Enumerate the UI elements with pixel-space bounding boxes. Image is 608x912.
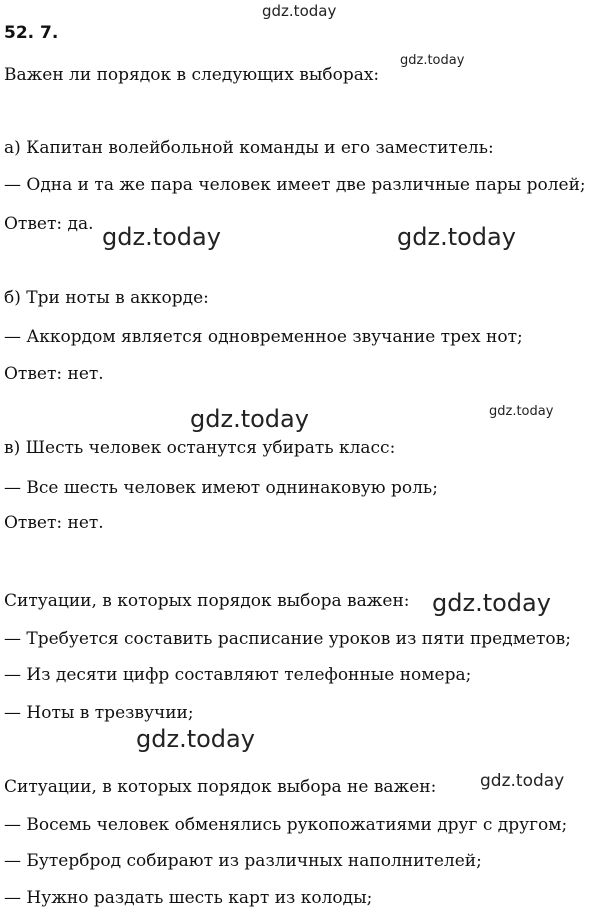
watermark-small-2: gdz.today	[489, 404, 554, 419]
question-text: Важен ли порядок в следующих выборах:	[4, 65, 380, 85]
part-a-reason: — Одна и та же пара человек имеет две различные пары ролей;	[4, 175, 586, 195]
unordered-heading: Ситуации, в которых порядок выбора не важен:	[4, 777, 437, 797]
watermark-small-1: gdz.today	[400, 53, 465, 68]
unordered-item: — Нужно раздать шесть карт из колоды;	[4, 888, 373, 908]
watermark-large-2: gdz.today	[397, 223, 516, 251]
part-a-heading: а) Капитан волейбольной команды и его заместитель:	[4, 138, 494, 158]
part-b-reason: — Аккордом является одновременное звучание трех нот;	[4, 327, 523, 347]
watermark-medium: gdz.today	[480, 771, 565, 791]
watermark-large-3: gdz.today	[190, 405, 309, 433]
ordered-item: — Из десяти цифр составляют телефонные номера;	[4, 665, 472, 685]
part-b-heading: б) Три ноты в аккорде:	[4, 288, 209, 308]
ordered-heading: Ситуации, в которых порядок выбора важен:	[4, 591, 410, 611]
watermark-large-1: gdz.today	[102, 223, 221, 251]
part-c-answer: Ответ: нет.	[4, 513, 104, 533]
part-c-heading: в) Шесть человек останутся убирать класс:	[4, 438, 396, 458]
watermark-large-4: gdz.today	[432, 589, 551, 617]
watermark-top: gdz.today	[262, 2, 337, 20]
part-a-answer: Ответ: да.	[4, 214, 94, 234]
problem-number: 52. 7.	[4, 23, 59, 43]
part-c-reason: — Все шесть человек имеют однинаковую роль;	[4, 478, 438, 498]
ordered-item: — Ноты в трезвучии;	[4, 703, 194, 723]
watermark-large-5: gdz.today	[136, 725, 255, 753]
unordered-item: — Бутерброд собирают из различных наполнителей;	[4, 851, 482, 871]
unordered-item: — Восемь человек обменялись рукопожатиями друг с другом;	[4, 815, 568, 835]
ordered-item: — Требуется составить расписание уроков из пяти предметов;	[4, 629, 571, 649]
part-b-answer: Ответ: нет.	[4, 364, 104, 384]
